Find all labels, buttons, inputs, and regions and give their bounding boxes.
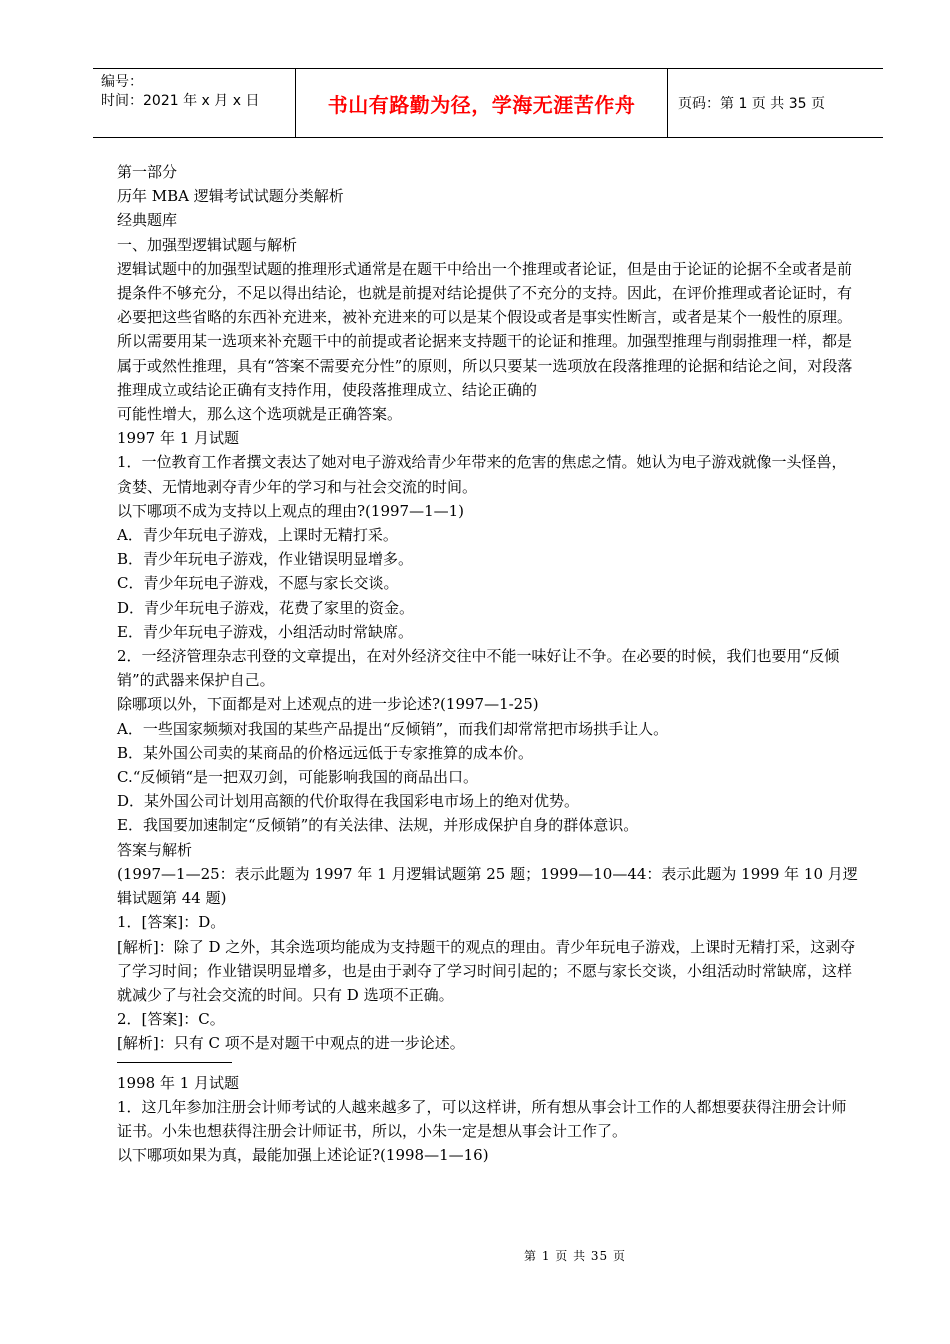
paragraph: [解析]：除了 D 之外，其余选项均能成为支持题干的观点的理由。青少年玩电子游戏，上课时无精打采，这剥夺了学习时间；作业错误明显增多，也是由于剥夺了学习时间引起的；不愿与家长交谈，小组活动时常缺席，这样就减少了与社会交流的时间。只有 D 选项不正确。 <box>117 937 856 1004</box>
paragraph: [解析]：只有 C 项不是对题干中观点的进一步论述。 <box>117 1034 465 1053</box>
paragraph: 1．这几年参加注册会计师考试的人越来越多了，可以这样讲，所有想从事会计工作的人都想要获得注册会计师证书。小朱也想获得注册会计师证书，所以，小朱一定是想从事会计工作了。 <box>117 1097 847 1140</box>
paragraph: 经典题库 <box>117 211 178 230</box>
footer-page-number: 第 1 页 共 35 页 <box>524 1249 626 1263</box>
paragraph: D．青少年玩电子游戏，花费了家里的资金。 <box>117 598 415 617</box>
header-motto-cell <box>295 69 668 137</box>
header-motto: 书山有路勤为径，学海无涯苦作舟 <box>327 92 636 117</box>
paragraph: B．某外国公司卖的某商品的价格远远低于专家推算的成本价。 <box>117 743 534 762</box>
paragraph: 1．[答案]：D。 <box>117 913 226 932</box>
header-page-info: 页码：第 1 页 共 35 页 <box>678 96 825 112</box>
paragraph: E．青少年玩电子游戏，小组活动时常缺席。 <box>117 622 413 641</box>
page-footer <box>0 1247 950 1264</box>
paragraph: 2．[答案]：C。 <box>117 1010 225 1029</box>
paragraph: 以下哪项如果为真，最能加强上述论证?(1998—1—16) <box>117 1146 489 1165</box>
paragraph: A．青少年玩电子游戏，上课时无精打采。 <box>117 526 398 545</box>
paragraph: 历年 MBA 逻辑考试试题分类解析 <box>117 187 344 206</box>
paragraph: 第一部分 <box>117 163 178 181</box>
paragraph: 2．一经济管理杂志刊登的文章提出，在对外经济交往中不能一味好让不争。在必要的时候，我们也要用“反倾销”的武器来保护自己。 <box>117 647 840 690</box>
paragraph: C.“反倾销“是一把双刃剑，可能影响我国的商品出口。 <box>117 768 479 787</box>
paragraph: E．我国要加速制定“反倾销”的有关法律、法规，并形成保护自身的群体意识。 <box>117 816 639 835</box>
document-number-label: 编号： <box>101 74 143 90</box>
paragraph: 以下哪项不成为支持以上观点的理由?(1997—1—1) <box>117 501 465 520</box>
document-body <box>117 160 861 1167</box>
footnote-separator <box>117 1062 232 1063</box>
paragraph: C．青少年玩电子游戏，不愿与家长交谈。 <box>117 574 399 593</box>
paragraph: (1997—1—25：表示此题为 1997 年 1 月逻辑试题第 25 题；1999—10—44：表示此题为 1999 年 10 月逻辑试题第 44 题) <box>117 864 858 908</box>
paragraph: D．某外国公司计划用高额的代价取得在我国彩电市场上的绝对优势。 <box>117 792 580 811</box>
paragraph: 除哪项以外，下面都是对上述观点的进一步论述?(1997—1-25) <box>117 695 539 714</box>
document-time: 时间：2021 年 x 月 x 日 <box>101 93 260 109</box>
header-meta-cell <box>93 69 295 137</box>
paragraph: B．青少年玩电子游戏，作业错误明显增多。 <box>117 550 414 569</box>
paragraph: 答案与解析 <box>117 840 193 859</box>
paragraph: 逻辑试题中的加强型试题的推理形式通常是在题干中给出一个推理或者论证，但是由于论证的论据不全或者是前提条件不够充分，不足以得出结论，也就是前提对结论提供了不充分的支持。因此，在评价推理或者论证时，有必要把这些省略的东西补充进来，被补充进来的可以是某个假设或者是事实性断言，或者是某个一般性的原理。所以需要用某一选项来补充题干中的前提或者论据来支持题干的论证和推理。加强型推理与削弱推理一样，都是属于或然性推理，具有“答案不需要充分性”的原则，所以只要某一选项放在段落推理的论据和结论之间，对段落推理成立或结论正确有支持作用，使段落推理成立、结论正确的 <box>117 259 853 399</box>
paragraph: 1998 年 1 月试题 <box>117 1073 240 1092</box>
main-text-block <box>117 160 861 1056</box>
header-page-cell <box>668 69 883 137</box>
paragraph: 1．一位教育工作者撰文表达了她对电子游戏给青少年带来的危害的焦虑之情。她认为电子游戏就像一头怪兽，贪婪、无情地剥夺青少年的学习和与社会交流的时间。 <box>117 453 847 496</box>
header-table <box>93 68 883 138</box>
paragraph: 一、加强型逻辑试题与解析 <box>117 235 298 254</box>
paragraph: 可能性增大，那么这个选项就是正确答案。 <box>117 405 403 424</box>
paragraph: A．一些国家频频对我国的某些产品提出“反倾销”，而我们却常常把市场拱手让人。 <box>117 719 669 738</box>
paragraph: 1997 年 1 月试题 <box>117 429 240 448</box>
continued-text-block <box>117 1071 861 1168</box>
